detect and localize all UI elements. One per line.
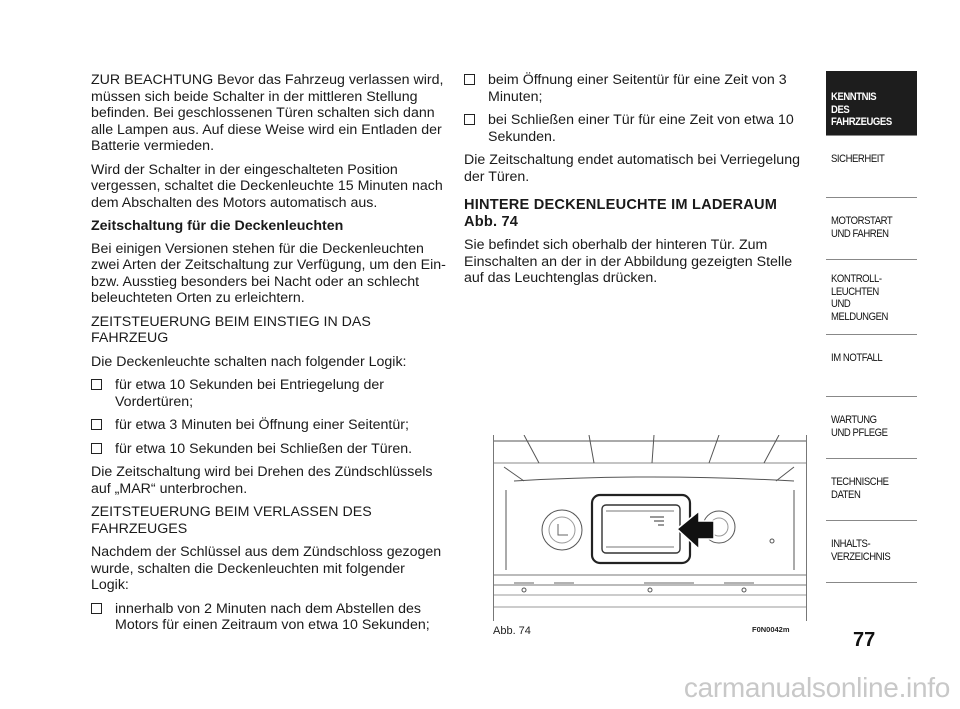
- paragraph: Die Deckenleuchte schalten nach folgender Logik:: [91, 353, 407, 370]
- tab-kenntnis-des-fahrzeuges[interactable]: KENNTNIS DES FAHRZEUGES: [826, 71, 917, 136]
- paragraph: Wird der Schalter in der eingeschalteten Position vergessen, schaltet die Deckenleuchte 15 Minuten nach dem Abschalten des Motors automatisch aus.: [91, 161, 443, 211]
- chapter-tabs: [826, 71, 917, 583]
- section-heading: Zeitschaltung für die Deckenleuchten: [91, 218, 344, 234]
- tab-wartung-und-pflege[interactable]: WARTUNG UND PFLEGE: [826, 397, 917, 459]
- tab-inhaltsverzeichnis[interactable]: INHALTS- VERZEICHNIS: [826, 521, 917, 583]
- warning-paragraph: ZUR BEACHTUNG Bevor das Fahrzeug verlassen wird, müssen sich beide Schalter in der mittleren Stellung befinden. Bei geschlossenen Türen schalten sich dann alle Lampen aus. Auf diese Weise wird ein Entladen der Batterie vermieden.: [91, 72, 444, 154]
- watermark: carmanualsonline.info: [683, 672, 950, 703]
- list-item: für etwa 10 Sekunden bei Entriegelung der Vordertüren;: [91, 377, 446, 410]
- pointer-arrow-icon: [677, 511, 714, 549]
- list-item: innerhalb von 2 Minuten nach dem Abstellen des Motors für einen Zeitraum von etwa 10 Sekunden;: [91, 601, 446, 634]
- checkbox-bullet-icon: [464, 114, 475, 125]
- tab-motorstart-und-fahren[interactable]: MOTORSTART UND FAHREN: [826, 198, 917, 260]
- cargo-ceiling-illustration: [494, 435, 806, 621]
- section-heading: HINTERE DECKENLEUCHTE IM LADERAUM Abb. 74: [464, 197, 778, 230]
- list-item: bei Schließen einer Tür für eine Zeit von etwa 10 Sekunden.: [464, 112, 809, 145]
- page-number: 77: [853, 629, 876, 651]
- figure-rear-cargo-light: [493, 435, 807, 621]
- figure-code: F0N0042m: [752, 625, 790, 634]
- subheading: ZEITSTEUERUNG BEIM EINSTIEG IN DAS FAHRZEUG: [91, 313, 371, 346]
- checkbox-bullet-icon: [91, 419, 102, 430]
- list-item: beim Öffnung einer Seitentür für eine Zeit von 3 Minuten;: [464, 72, 809, 105]
- checkbox-bullet-icon: [91, 379, 102, 390]
- list-item: für etwa 3 Minuten bei Öffnung einer Seitentür;: [91, 417, 446, 434]
- subheading: ZEITSTEUERUNG BEIM VERLASSEN DES FAHRZEUGES: [91, 504, 372, 537]
- left-text-column: [91, 72, 446, 641]
- paragraph: Bei einigen Versionen stehen für die Deckenleuchten zwei Arten der Zeitschaltung zur Verfügung, um den Ein- bzw. Ausstieg besonders bei Nacht oder an schlecht beleuchteten Orten zu erleichtern.: [91, 240, 446, 306]
- paragraph: Nachdem der Schlüssel aus dem Zündschloss gezogen wurde, schalten die Deckenleuchten mit folgender Logik:: [91, 544, 442, 593]
- middle-text-column: [464, 72, 809, 294]
- paragraph: Sie befindet sich oberhalb der hinteren Tür. Zum Einschalten an der in der Abbildung gezeigten Stelle auf das Leuchtenglas drücken.: [464, 237, 793, 286]
- checkbox-bullet-icon: [91, 443, 102, 454]
- list-item: für etwa 10 Sekunden bei Schließen der Türen.: [91, 441, 446, 458]
- checkbox-bullet-icon: [91, 603, 102, 614]
- tab-im-notfall[interactable]: IM NOTFALL: [826, 335, 917, 397]
- paragraph: Die Zeitschaltung wird bei Drehen des Zündschlüssels auf „MAR“ unterbrochen.: [91, 464, 433, 497]
- tab-sicherheit[interactable]: SICHERHEIT: [826, 136, 917, 198]
- paragraph: Die Zeitschaltung endet automatisch bei Verriegelung der Türen.: [464, 152, 800, 185]
- tab-technische-daten[interactable]: TECHNISCHE DATEN: [826, 459, 917, 521]
- tab-kontrollleuchten[interactable]: KONTROLL- LEUCHTEN UND MELDUNGEN: [826, 260, 917, 335]
- checkbox-bullet-icon: [464, 74, 475, 85]
- figure-caption: Abb. 74: [493, 625, 531, 637]
